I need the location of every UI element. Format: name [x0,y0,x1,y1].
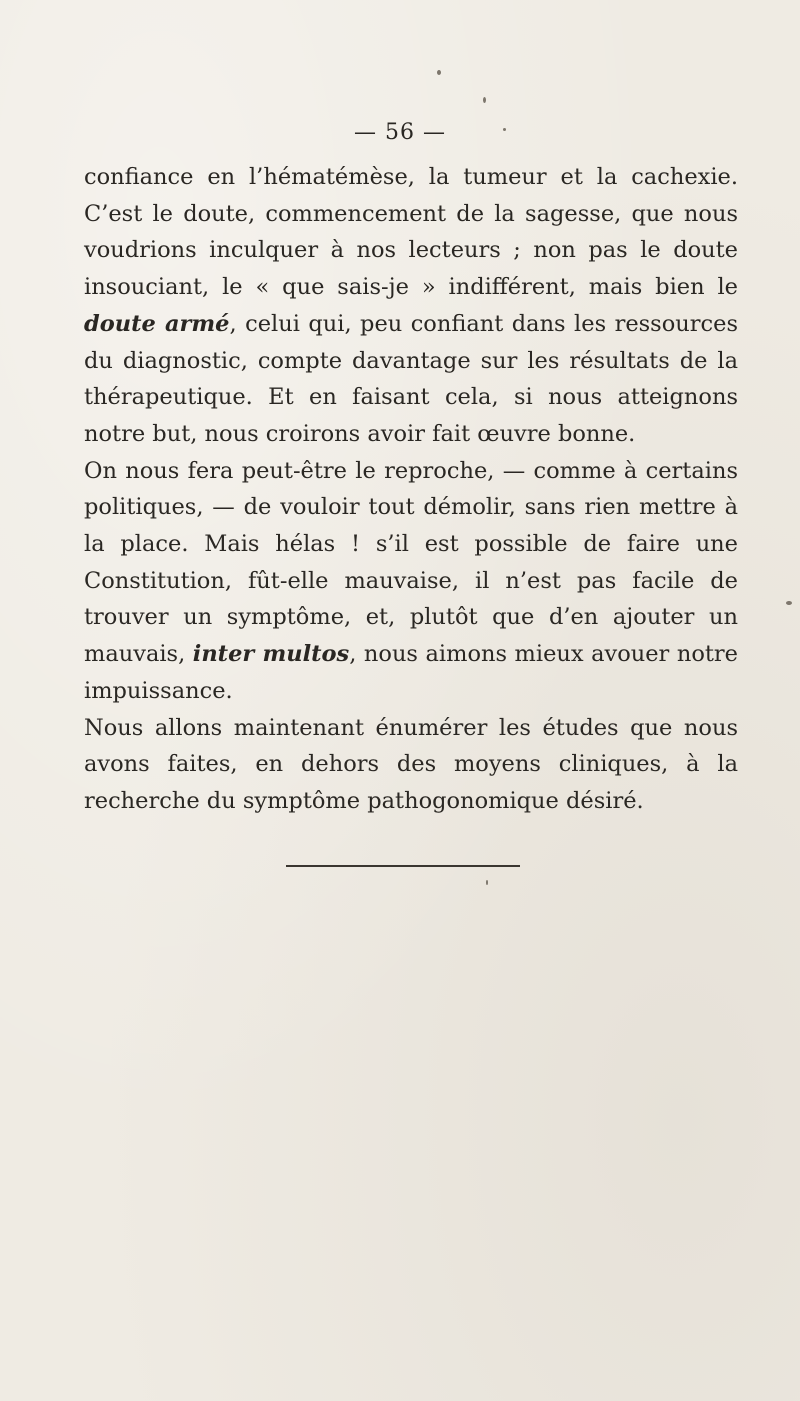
paragraph-3-text: Nous allons maintenant énumérer les études que nous avons faites, en dehors des moyens cliniques, à la recherche du symptôme pathogonomique désiré. [84,714,738,814]
page-number: — 56 — [354,120,446,145]
paragraph-1-text-a: confiance en l’hématémèse, la tumeur et la cachexie. C’est le doute, commencement de la sagesse, que nous voudrions inculquer à nos lecteurs ; non pas le doute insouciant, le « que sais-je » indifférent, mais bien le [84,164,738,301]
paragraph-1-italic-doute-arme: doute armé [84,310,230,337]
paragraph-2-text-a: On nous fera peut-être le reproche, — comme à certains politiques, — de vouloir tout démolir, sans rien mettre à la place. Mais hélas ! s’il est possible de faire une Constitution, fût-elle mauvaise, il n’est pas facile de trouver un symptôme, et, plutôt que d’en ajouter un mauvais, [84,457,738,668]
paper-speck [486,880,488,885]
paper-speck [437,70,441,75]
paragraph-2 [84,453,738,710]
paper-speck [483,97,486,103]
paper-speck [786,601,792,605]
paper-speck [503,128,506,131]
paragraph-2-italic-inter-multos: inter multos [192,641,350,668]
section-end-rule [286,865,520,867]
body-text [84,159,738,820]
paragraph-3 [84,710,738,820]
paragraph-1-text-b: , celui qui, peu confiant dans les ressources du diagnostic, compte davantage sur les résultats de la thérapeutique. Et en faisant cela, si nous atteignons notre but, nous croirons avoir fait œuvre bonne. [84,310,738,447]
paragraph-1 [84,159,738,453]
paragraph-2-text-b: , nous aimons mieux avouer notre impuissance. [84,641,738,704]
